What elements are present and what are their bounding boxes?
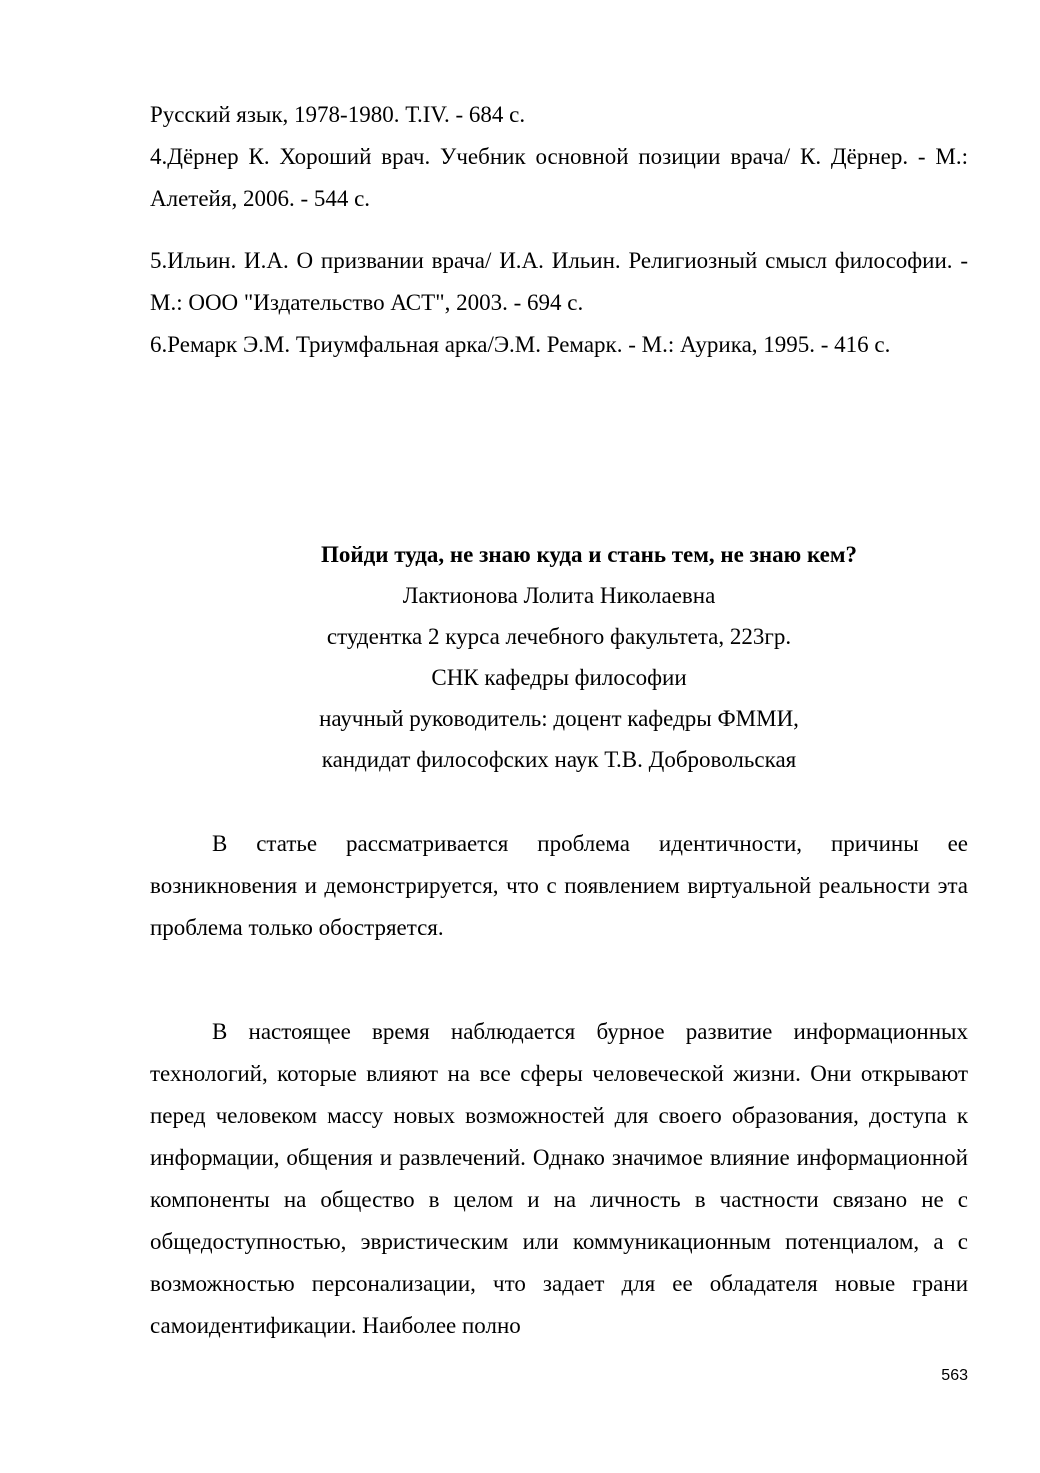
page-number: 563 bbox=[941, 1367, 968, 1384]
abstract bbox=[150, 823, 968, 949]
reference-item: 5.Ильин. И.А. О призвании врача/ И.А. Ильин. Религиозный смысл философии. - М.: ООО "Издательство АСТ", 2003. - 694 с. bbox=[150, 248, 968, 315]
reference-list-mid bbox=[150, 240, 968, 366]
reference-item: 6.Ремарк Э.М. Триумфальная арка/Э.М. Ремарк. - М.: Аурика, 1995. - 416 с. bbox=[150, 332, 891, 357]
article-header bbox=[150, 534, 968, 780]
body-section bbox=[150, 1011, 968, 1347]
abstract-text: В статье рассматривается проблема идентичности, причины ее возникновения и демонстрируется, что с появлением виртуальной реальности эта проблема только обостряется. bbox=[150, 831, 968, 940]
author-name: Лактионова Лолита Николаевна bbox=[402, 583, 716, 608]
supervisor-line-2: кандидат философских наук Т.В. Добровольская bbox=[321, 747, 797, 772]
supervisor-line-1: научный руководитель: доцент кафедры ФММИ, bbox=[319, 706, 799, 731]
affiliation: СНК кафедры философии bbox=[431, 665, 687, 690]
reference-item: 4.Дёрнер К. Хороший врач. Учебник основной позиции врача/ К. Дёрнер. - М.: Алетейя, 2006. - 544 с. bbox=[150, 144, 968, 211]
reference-list-top bbox=[150, 94, 968, 220]
body-paragraph: В настоящее время наблюдается бурное развитие информационных технологий, которые влияют на все сферы человеческой жизни. Они открывают перед человеком массу новых возможностей для своего образования, доступа к информации, общения и развлечений. Однако значимое влияние информационной компоненты на общество в целом и на личность в частности связано не с общедоступностью, эвристическим или коммуникационным потенциалом, а с возможностью персонализации, что задает для ее обладателя новые грани самоидентификации. Наиболее полно bbox=[150, 1019, 968, 1338]
article-title: Пойди туда, не знаю куда и стань тем, не знаю кем? bbox=[320, 542, 858, 567]
reference-item: Русский язык, 1978-1980. Т.IV. - 684 с. bbox=[150, 102, 526, 127]
author-info: студентка 2 курса лечебного факультета, 223гр. bbox=[326, 624, 792, 649]
